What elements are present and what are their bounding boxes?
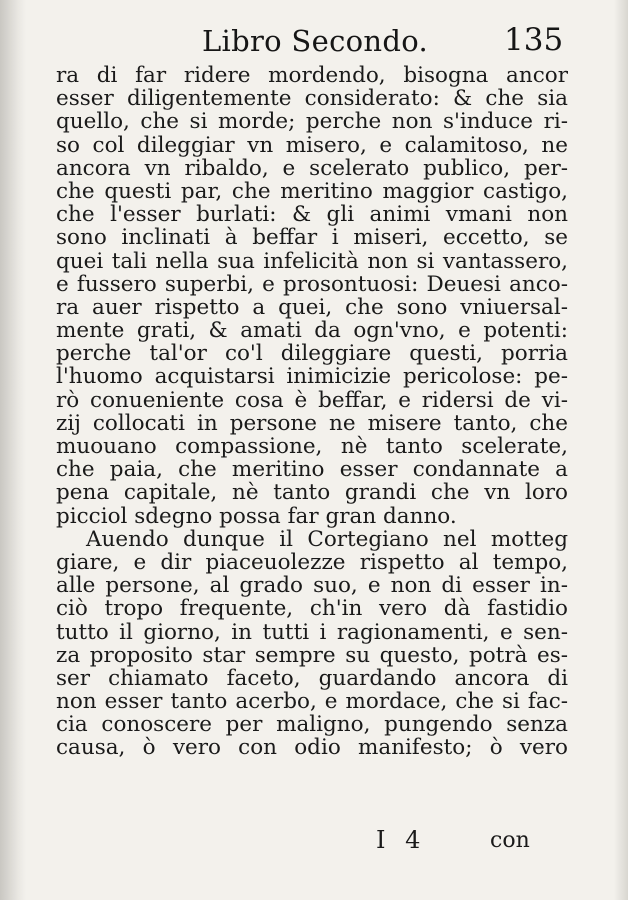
running-title: Libro Secondo. — [202, 24, 428, 58]
text-line: che questi par, che meritino maggior castigo, — [56, 179, 568, 204]
text-line: quei tali nella sua infelicità non si vantassero, — [56, 249, 568, 273]
text-line: che paia, che meritino esser condannate a — [56, 458, 568, 482]
text-line: l'huomo acquistarsi inimicizie pericolose: pe- — [56, 365, 568, 389]
text-line: esser diligentemente considerato: & che sia — [56, 87, 568, 111]
text-line: cia conoscere per maligno, pungendo senza — [56, 713, 568, 737]
text-line: pena capitale, nè tanto grandi che vn loro — [56, 481, 568, 505]
signature-mark: I 4 — [376, 826, 427, 854]
text-line: ciò tropo frequente, ch'in vero dà fastidio — [56, 597, 568, 621]
text-line: giare, e dir piaceuolezze rispetto al tempo, — [56, 550, 568, 575]
text-line: tutto il giorno, in tutti i ragionamenti, e sen- — [56, 620, 568, 644]
text-line: alle persone, al grado suo, e non di esser in- — [56, 574, 568, 598]
catchword: con — [490, 828, 530, 853]
text-line: non esser tanto acerbo, e mordace, che si fac- — [56, 690, 568, 714]
text-line: perche tal'or co'l dileggiare questi, porria — [56, 342, 568, 366]
text-line: so col dileggiar vn misero, e calamitoso, ne — [56, 133, 568, 157]
text-line: ser chiamato faceto, guardando ancora di — [56, 666, 568, 691]
text-line: rò conueniente cosa è beffar, e ridersi de vi- — [56, 388, 568, 412]
text-line: mente grati, & amati da ogn'vno, e potenti: — [56, 319, 568, 343]
text-line: ra auer rispetto a quei, che sono vniuersal- — [56, 295, 568, 320]
text-line: che l'esser burlati: & gli animi vmani non — [56, 203, 568, 227]
text-line: causa, ò vero con odio manifesto; ò vero — [56, 736, 568, 760]
text-line: zij collocati in persone ne misere tanto, che — [56, 411, 568, 435]
page-footer — [0, 826, 628, 860]
paragraph-end-line: picciol sdegno possa far gran danno. — [56, 504, 457, 528]
body-text — [56, 64, 568, 760]
text-line: za proposito star sempre su questo, potrà es- — [56, 643, 568, 667]
page-header — [0, 22, 628, 66]
text-line: ancora vn ribaldo, e scelerato publico, per- — [56, 156, 568, 180]
text-line: muouano compassione, nè tanto scelerate, — [56, 435, 568, 459]
paragraph-start-line: Auendo dunque il Cortegiano nel motteg — [86, 527, 568, 551]
text-line: ra di far ridere mordendo, bisogna ancor — [56, 64, 568, 88]
text-line: e fussero superbi, e prosontuosi: Deuesi anco- — [56, 272, 568, 296]
text-line: sono inclinati à beffar i miseri, eccetto, se — [56, 226, 568, 250]
page-number: 135 — [504, 22, 564, 58]
text-line: quello, che si morde; perche non s'induce ri- — [56, 110, 568, 134]
